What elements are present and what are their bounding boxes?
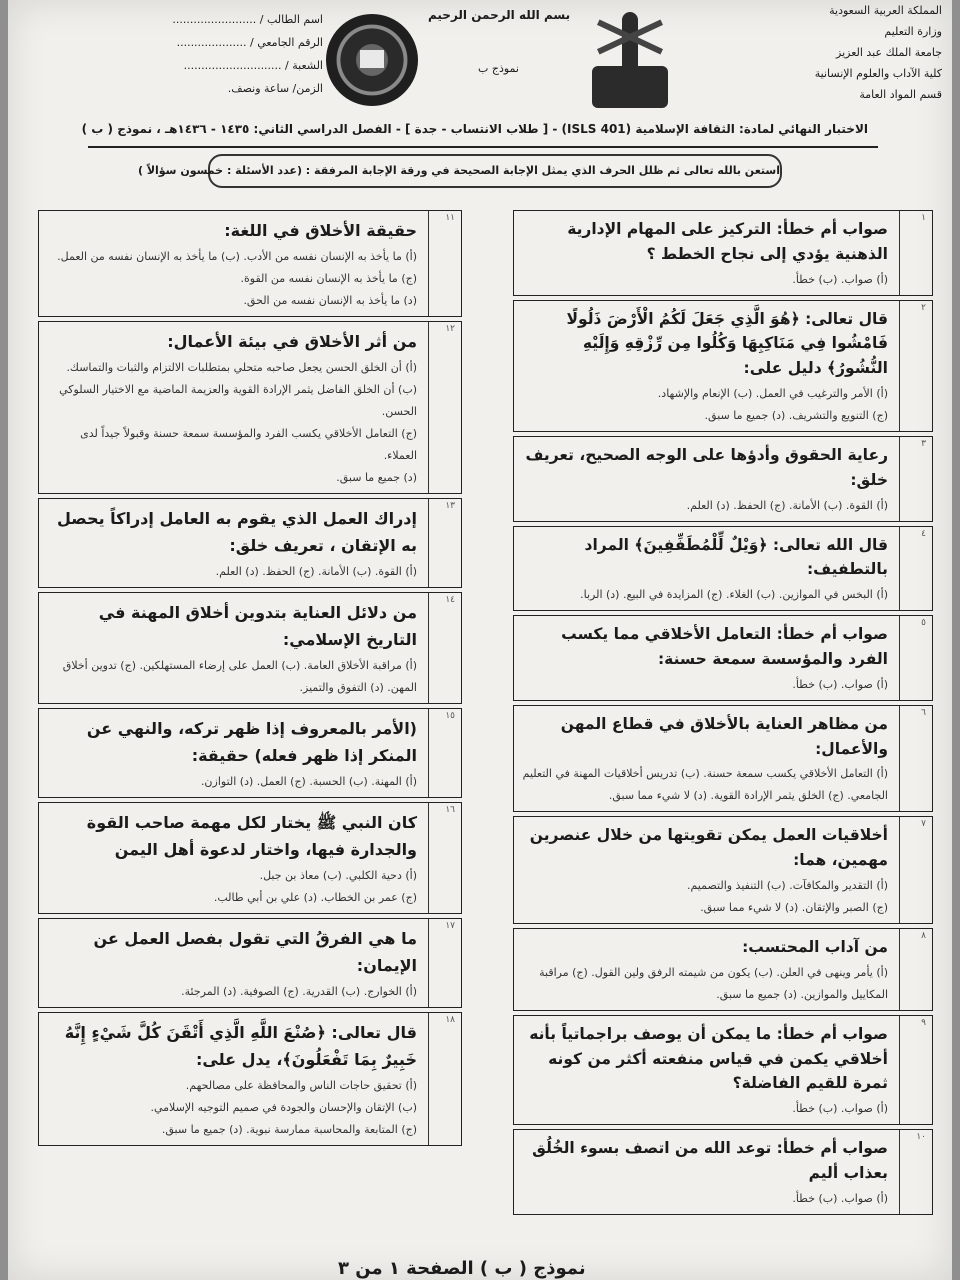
number-column-divider — [428, 322, 429, 493]
answer-option-line: (أ) صواب. (ب) خطأ. — [792, 1191, 888, 1205]
question-box — [513, 526, 933, 612]
question-box — [38, 1012, 462, 1146]
instructions-box: استعن بالله تعالى ثم ظلل الحرف الذي يمثل الإجابة الصحيحة في ورقة الإجابة المرفقة : (عدد الأسئلة : خمسون سؤالاً ) — [208, 154, 782, 188]
question-text: رعاية الحقوق وأدؤها على الوجه الصحيح، تعريف خلق: — [525, 445, 888, 489]
question-number: ٩ — [921, 1017, 926, 1028]
number-column-divider — [899, 527, 900, 611]
question-box — [38, 592, 462, 704]
answer-options — [39, 981, 423, 1007]
institution-line: جامعة الملك عبد العزيز — [836, 46, 942, 59]
question-text: من أثر الأخلاق في بيئة الأعمال: — [167, 332, 417, 351]
number-column-divider — [428, 803, 429, 913]
answer-option-line: (أ) الخوارج. (ب) القدرية. (ج) الصوفية. (د) المرجئة. — [181, 985, 417, 998]
answer-option-line: (أ) صواب. (ب) خطأ. — [792, 1102, 888, 1116]
question-number: ٣ — [921, 438, 926, 449]
answer-options — [39, 561, 423, 587]
question-number: ١٠ — [916, 1132, 926, 1143]
number-column-divider — [899, 1016, 900, 1124]
number-column-divider — [899, 301, 900, 431]
question-number: ٥ — [921, 618, 926, 629]
number-column-divider — [899, 929, 900, 1010]
question-box — [513, 1129, 933, 1215]
question-text: من دلائل العناية بتدوين أخلاق المهنة في التاريخ الإسلامي: — [98, 603, 417, 649]
number-column-divider — [899, 1130, 900, 1214]
question-box — [38, 802, 462, 914]
question-number: ١٢ — [445, 324, 455, 334]
answer-options — [514, 584, 894, 610]
question-number: ٧ — [921, 819, 926, 830]
question-number: ١٦ — [445, 805, 455, 815]
question-box — [513, 436, 933, 522]
question-number: ١٧ — [445, 921, 455, 931]
answer-options — [514, 1098, 894, 1124]
model-label: نموذج ب — [478, 62, 519, 75]
answer-option-line: (أ) التعامل الأخلاقي يكسب سمعة حسنة. (ب) تدريس أخلاقيات المهنة في التعليم الجامعي. (ج) الخلق يثمر الإرادة القوية. (د) لا شيء مما سبق. — [522, 767, 888, 803]
question-box — [513, 615, 933, 701]
number-column-divider — [899, 437, 900, 521]
questions-right-column — [513, 210, 933, 1219]
answer-option-line: (ب) أن الخلق الفاضل يثمر الإرادة القوية والعزيمة الماضية مع الاختيار السلوكي الحسن. — [59, 383, 417, 418]
answer-option-line: (أ) القوة. (ب) الأمانة. (ج) الحفظ. (د) العلم. — [215, 565, 417, 578]
number-column-divider — [428, 1013, 429, 1145]
answer-options — [514, 1188, 894, 1214]
exam-page — [8, 0, 952, 1280]
question-text: من مظاهر العناية بالأخلاق في قطاع المهن والأعمال: — [560, 714, 888, 758]
answer-option-line: (ج) التنويع والتشريف. (د) جميع ما سبق. — [704, 408, 888, 422]
question-box — [513, 1015, 933, 1125]
question-number: ٨ — [921, 930, 926, 941]
answer-option-line: (ج) الصبر والإتقان. (د) لا شيء مما سبق. — [700, 900, 888, 914]
question-box — [513, 928, 933, 1011]
answer-options — [514, 962, 894, 1010]
answer-options — [514, 674, 894, 700]
question-text: حقيقة الأخلاق في اللغة: — [224, 221, 417, 240]
answer-options — [39, 1075, 423, 1145]
answer-option-line: (د) جميع ما سبق. — [336, 471, 417, 484]
number-column-divider — [899, 817, 900, 923]
answer-option-line: (أ) مراقبة الأخلاق العامة. (ب) العمل على إرضاء المستهلكين. (ج) تدوين أخلاق المهن. (د) التفوق والتميز. — [62, 659, 417, 694]
answer-option-line: (د) ما يأخذ به الإنسان نفسه من الحق. — [243, 294, 417, 307]
institution-line: وزارة التعليم — [884, 25, 942, 38]
number-column-divider — [899, 211, 900, 295]
answer-option-line: (أ) ما يأخذ به الإنسان نفسه من الأدب. (ب) ما يأخذ به الإنسان نفسه من العمل. (ج) ما يأخذ به الإنسان نفسه من القوة. — [57, 250, 417, 285]
question-number: ١٣ — [445, 501, 455, 511]
page-footer: نموذج ( ب ) الصفحة ١ من ٣ — [338, 1258, 586, 1279]
answer-options — [39, 246, 423, 316]
institution-line: كلية الآداب والعلوم الإنسانية — [814, 67, 942, 80]
number-column-divider — [428, 709, 429, 797]
question-text: صواب أم خطأ: ما يمكن أن يوصف براجماتياً بأنه أخلاقي يكمن في قياس منفعته أكثر من كونه ثمرة للقيم الفاضلة؟ — [529, 1024, 888, 1093]
question-number: ٦ — [921, 707, 926, 718]
question-number: ٤ — [921, 528, 926, 539]
answer-option-line: (ج) التعامل الأخلاقي يكسب الفرد والمؤسسة سمعة حسنة وقبولاً جيداً لدى العملاء. — [80, 427, 417, 462]
student-field: الشعبة / ............................ — [183, 59, 323, 72]
question-number: ١٤ — [445, 595, 455, 605]
questions-left-column — [38, 210, 462, 1150]
number-column-divider — [428, 593, 429, 703]
faculty-seal-icon — [326, 14, 418, 106]
question-box — [38, 918, 462, 1008]
student-field: الزمن/ ساعة ونصف. — [227, 82, 323, 95]
answer-option-line: (ج) عمر بن الخطاب. (د) علي بن أبي طالب. — [213, 891, 417, 904]
answer-option-line: (أ) البخس في الموازين. (ب) الغلاء. (ج) المزايدة في البيع. (د) الربا. — [580, 588, 888, 602]
answer-option-line: (ب) الإتقان والإحسان والجودة في صميم التوجيه الإسلامي. — [150, 1101, 417, 1114]
institution-line: المملكة العربية السعودية — [829, 4, 942, 17]
question-text: ما هي الفرقُ التي تقول بفصل العمل عن الإيمان: — [93, 929, 417, 975]
answer-options — [39, 655, 423, 703]
divider — [88, 146, 878, 148]
student-field: اسم الطالب / ........................ — [172, 13, 323, 26]
question-number: ١٥ — [445, 711, 455, 721]
student-field: الرقم الجامعي / .................... — [176, 36, 323, 49]
question-number: ٢ — [921, 302, 926, 313]
number-column-divider — [428, 211, 429, 316]
exam-header — [8, 0, 952, 177]
answer-options — [514, 269, 894, 295]
answer-options — [514, 383, 894, 431]
question-box — [513, 300, 933, 432]
university-crest-icon — [588, 12, 672, 108]
answer-options — [514, 875, 894, 923]
question-number: ١١ — [445, 213, 455, 223]
question-box — [38, 498, 462, 588]
question-text: كان النبي ﷺ يختار لكل مهمة صاحب القوة والجدارة فيها، واختار لدعوة أهل اليمن — [86, 813, 417, 859]
basmala: بسم الله الرحمن الرحيم — [428, 8, 571, 22]
answer-option-line: (أ) الأمر والترغيب في العمل. (ب) الإنعام والإشهاد. — [657, 386, 888, 400]
question-text: أخلاقيات العمل يمكن تقويتها من خلال عنصرين مهمين، هما: — [529, 826, 888, 870]
question-text: من آداب المحتسب: — [742, 937, 888, 956]
question-box — [38, 321, 462, 494]
student-info-block — [123, 8, 323, 100]
question-text: إدراك العمل الذي يقوم به العامل إدراكاً يحصل به الإتقان ، تعريف خلق: — [57, 509, 417, 555]
answer-options — [39, 357, 423, 493]
answer-option-line: (أ) صواب. (ب) خطأ. — [792, 272, 888, 286]
exam-title: الاختبار النهائي لمادة: الثقافة الإسلامية (ISLS 401) - [ طلاب الانتساب - جدة ] - الفصل الدراسي الثاني: ١٤٣٥ - ١٤٣٦هـ ، نموذج ( ب ) — [81, 122, 868, 136]
question-text: صواب أم خطأ: التركيز على المهام الإدارية الذهنية يؤدي إلى نجاح الخطط ؟ — [567, 220, 888, 263]
question-box — [38, 210, 462, 317]
answer-option-line: (أ) القوة. (ب) الأمانة. (ج) الحفظ. (د) العلم. — [686, 498, 888, 512]
number-column-divider — [428, 499, 429, 587]
answer-option-line: (أ) أن الخلق الحسن يجعل صاحبه متحلي بمتطلبات الالتزام والثبات والتماسك. — [66, 361, 417, 374]
number-column-divider — [899, 706, 900, 812]
question-number: ١ — [921, 213, 926, 223]
answer-option-line: (أ) تحقيق حاجات الناس والمحافظة على مصالحهم. — [185, 1079, 417, 1092]
question-text: صواب أم خطأ: توعد الله من اتصف بسوء الخُلُق بعذاب أليم — [532, 1139, 888, 1182]
question-box — [38, 708, 462, 798]
answer-options — [39, 771, 423, 797]
question-box — [513, 816, 933, 924]
question-box — [513, 705, 933, 813]
question-text: (الأمر بالمعروف إذا ظهر تركه، والنهي عن المنكر إذا ظهر فعله) حقيقة: — [86, 719, 417, 765]
answer-option-line: (ج) المتابعة والمحاسبة ممارسة نبوية. (د) جميع ما سبق. — [161, 1123, 417, 1136]
question-number: ١٨ — [445, 1015, 455, 1025]
answer-option-line: (أ) المهنة. (ب) الحسبة. (ج) العمل. (د) التوازن. — [200, 775, 417, 788]
question-text: قال تعالى: ﴿هُوَ الَّذِي جَعَلَ لَكُمُ الْأَرْضَ ذَلُولًا فَامْشُوا فِي مَنَاكِبِهَا وَكُلُوا مِن رِّزْقِهِ وَإِلَيْهِ النُّشُورُ﴾ دليل على: — [566, 309, 888, 378]
answer-option-line: (أ) التقدير والمكافآت. (ب) التنفيذ والتصميم. — [686, 878, 888, 892]
institution-line: قسم المواد العامة — [859, 88, 942, 101]
question-text: قال الله تعالى: ﴿وَيْلٌ لِّلْمُطَفِّفِينَ﴾ المراد بالتطفيف: — [584, 535, 888, 579]
answer-option-line: (أ) صواب. (ب) خطأ. — [792, 677, 888, 691]
number-column-divider — [899, 616, 900, 700]
answer-option-line: (أ) يأمر وينهى في العلن. (ب) يكون من شيمته الرفق ولين القول. (ج) مراقبة المكاييل والموازين. (د) جميع ما سبق. — [539, 965, 888, 1001]
question-text: قال تعالى: ﴿صُنْعَ اللَّهِ الَّذِي أَتْقَنَ كُلَّ شَيْءٍ إِنَّهُ خَبِيرٌ بِمَا تَفْعَلُونَ﴾، يدل على: — [64, 1023, 417, 1069]
number-column-divider — [428, 919, 429, 1007]
institution-block — [782, 0, 942, 105]
question-text: صواب أم خطأ: التعامل الأخلاقي مما يكسب الفرد والمؤسسة سمعة حسنة: — [561, 625, 888, 668]
answer-option-line: (أ) دحية الكلبي. (ب) معاذ بن جبل. — [259, 869, 417, 882]
question-box — [513, 210, 933, 296]
answer-options — [514, 763, 894, 811]
answer-options — [39, 865, 423, 913]
answer-options — [514, 495, 894, 521]
